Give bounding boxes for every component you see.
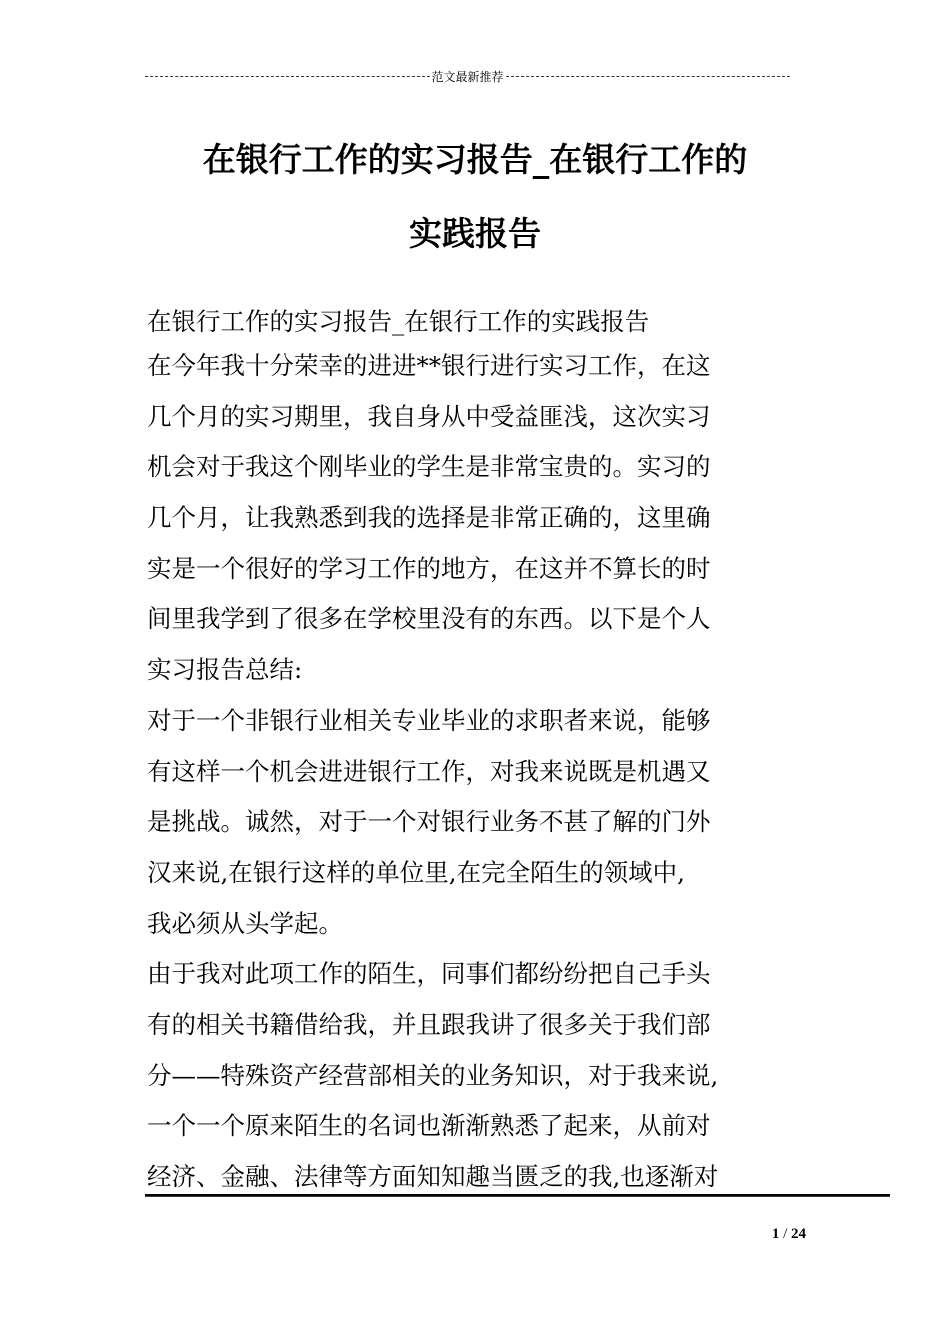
- header-dashed-rule-left: [145, 76, 430, 77]
- body-line: 由于我对此项工作的陌生，同事们都纷纷把自己手头: [147, 959, 711, 989]
- body-line: 是挑战。诚然，对于一个对银行业务不甚了解的门外: [147, 807, 711, 837]
- page-current: 1: [771, 1226, 780, 1242]
- body-line: 机会对于我这个刚毕业的学生是非常宝贵的。实习的: [147, 452, 711, 482]
- body-line: 经济、金融、法律等方面知知趣当匮乏的我,也逐渐对: [147, 1162, 719, 1191]
- body-line: 间里我学到了很多在学校里没有的东西。以下是个人: [147, 604, 711, 634]
- body-line: 汉来说,在银行这样的单位里,在完全陌生的领域中,: [147, 857, 685, 887]
- header-label: 范文最新推荐: [431, 69, 504, 84]
- body-line: 对于一个非银行业相关专业毕业的求职者来说，能够: [147, 705, 711, 735]
- body-line: 几个月的实习期里，我自身从中受益匪浅，这次实习: [147, 401, 711, 431]
- document-title-line-2: 实践报告: [409, 214, 541, 253]
- document-title-line-1: 在银行工作的实习报告_在银行工作的: [202, 140, 748, 179]
- body-line: 有的相关书籍借给我，并且跟我讲了很多关于我们部: [147, 1009, 711, 1039]
- body-line: 几个月，让我熟悉到我的选择是非常正确的，这里确: [147, 503, 711, 533]
- page-number: [700, 1226, 806, 1243]
- body-line: 在银行工作的实习报告_在银行工作的实践报告: [147, 307, 650, 336]
- body-line: 有这样一个机会进进银行工作，对我来说既是机遇又: [147, 756, 711, 786]
- body-line: 在今年我十分荣幸的进进**银行进行实习工作，在这: [147, 351, 711, 380]
- body-line: 我必须从头学起。: [147, 908, 343, 938]
- footer-rule: [145, 1194, 890, 1197]
- document-body: [147, 302, 827, 1208]
- page-separator: /: [779, 1226, 791, 1242]
- body-line: 分——特殊资产经营部相关的业务知识，对于我来说,: [147, 1060, 719, 1090]
- body-line: 一个一个原来陌生的名词也渐渐熟悉了起来，从前对: [147, 1111, 711, 1141]
- body-line: 实习报告总结:: [147, 655, 303, 685]
- page-header: [145, 66, 790, 86]
- page-total: 24: [791, 1226, 806, 1242]
- body-line: 实是一个很好的学习工作的地方，在这并不算长的时: [147, 553, 711, 583]
- header-dashed-rule-right: [506, 76, 791, 77]
